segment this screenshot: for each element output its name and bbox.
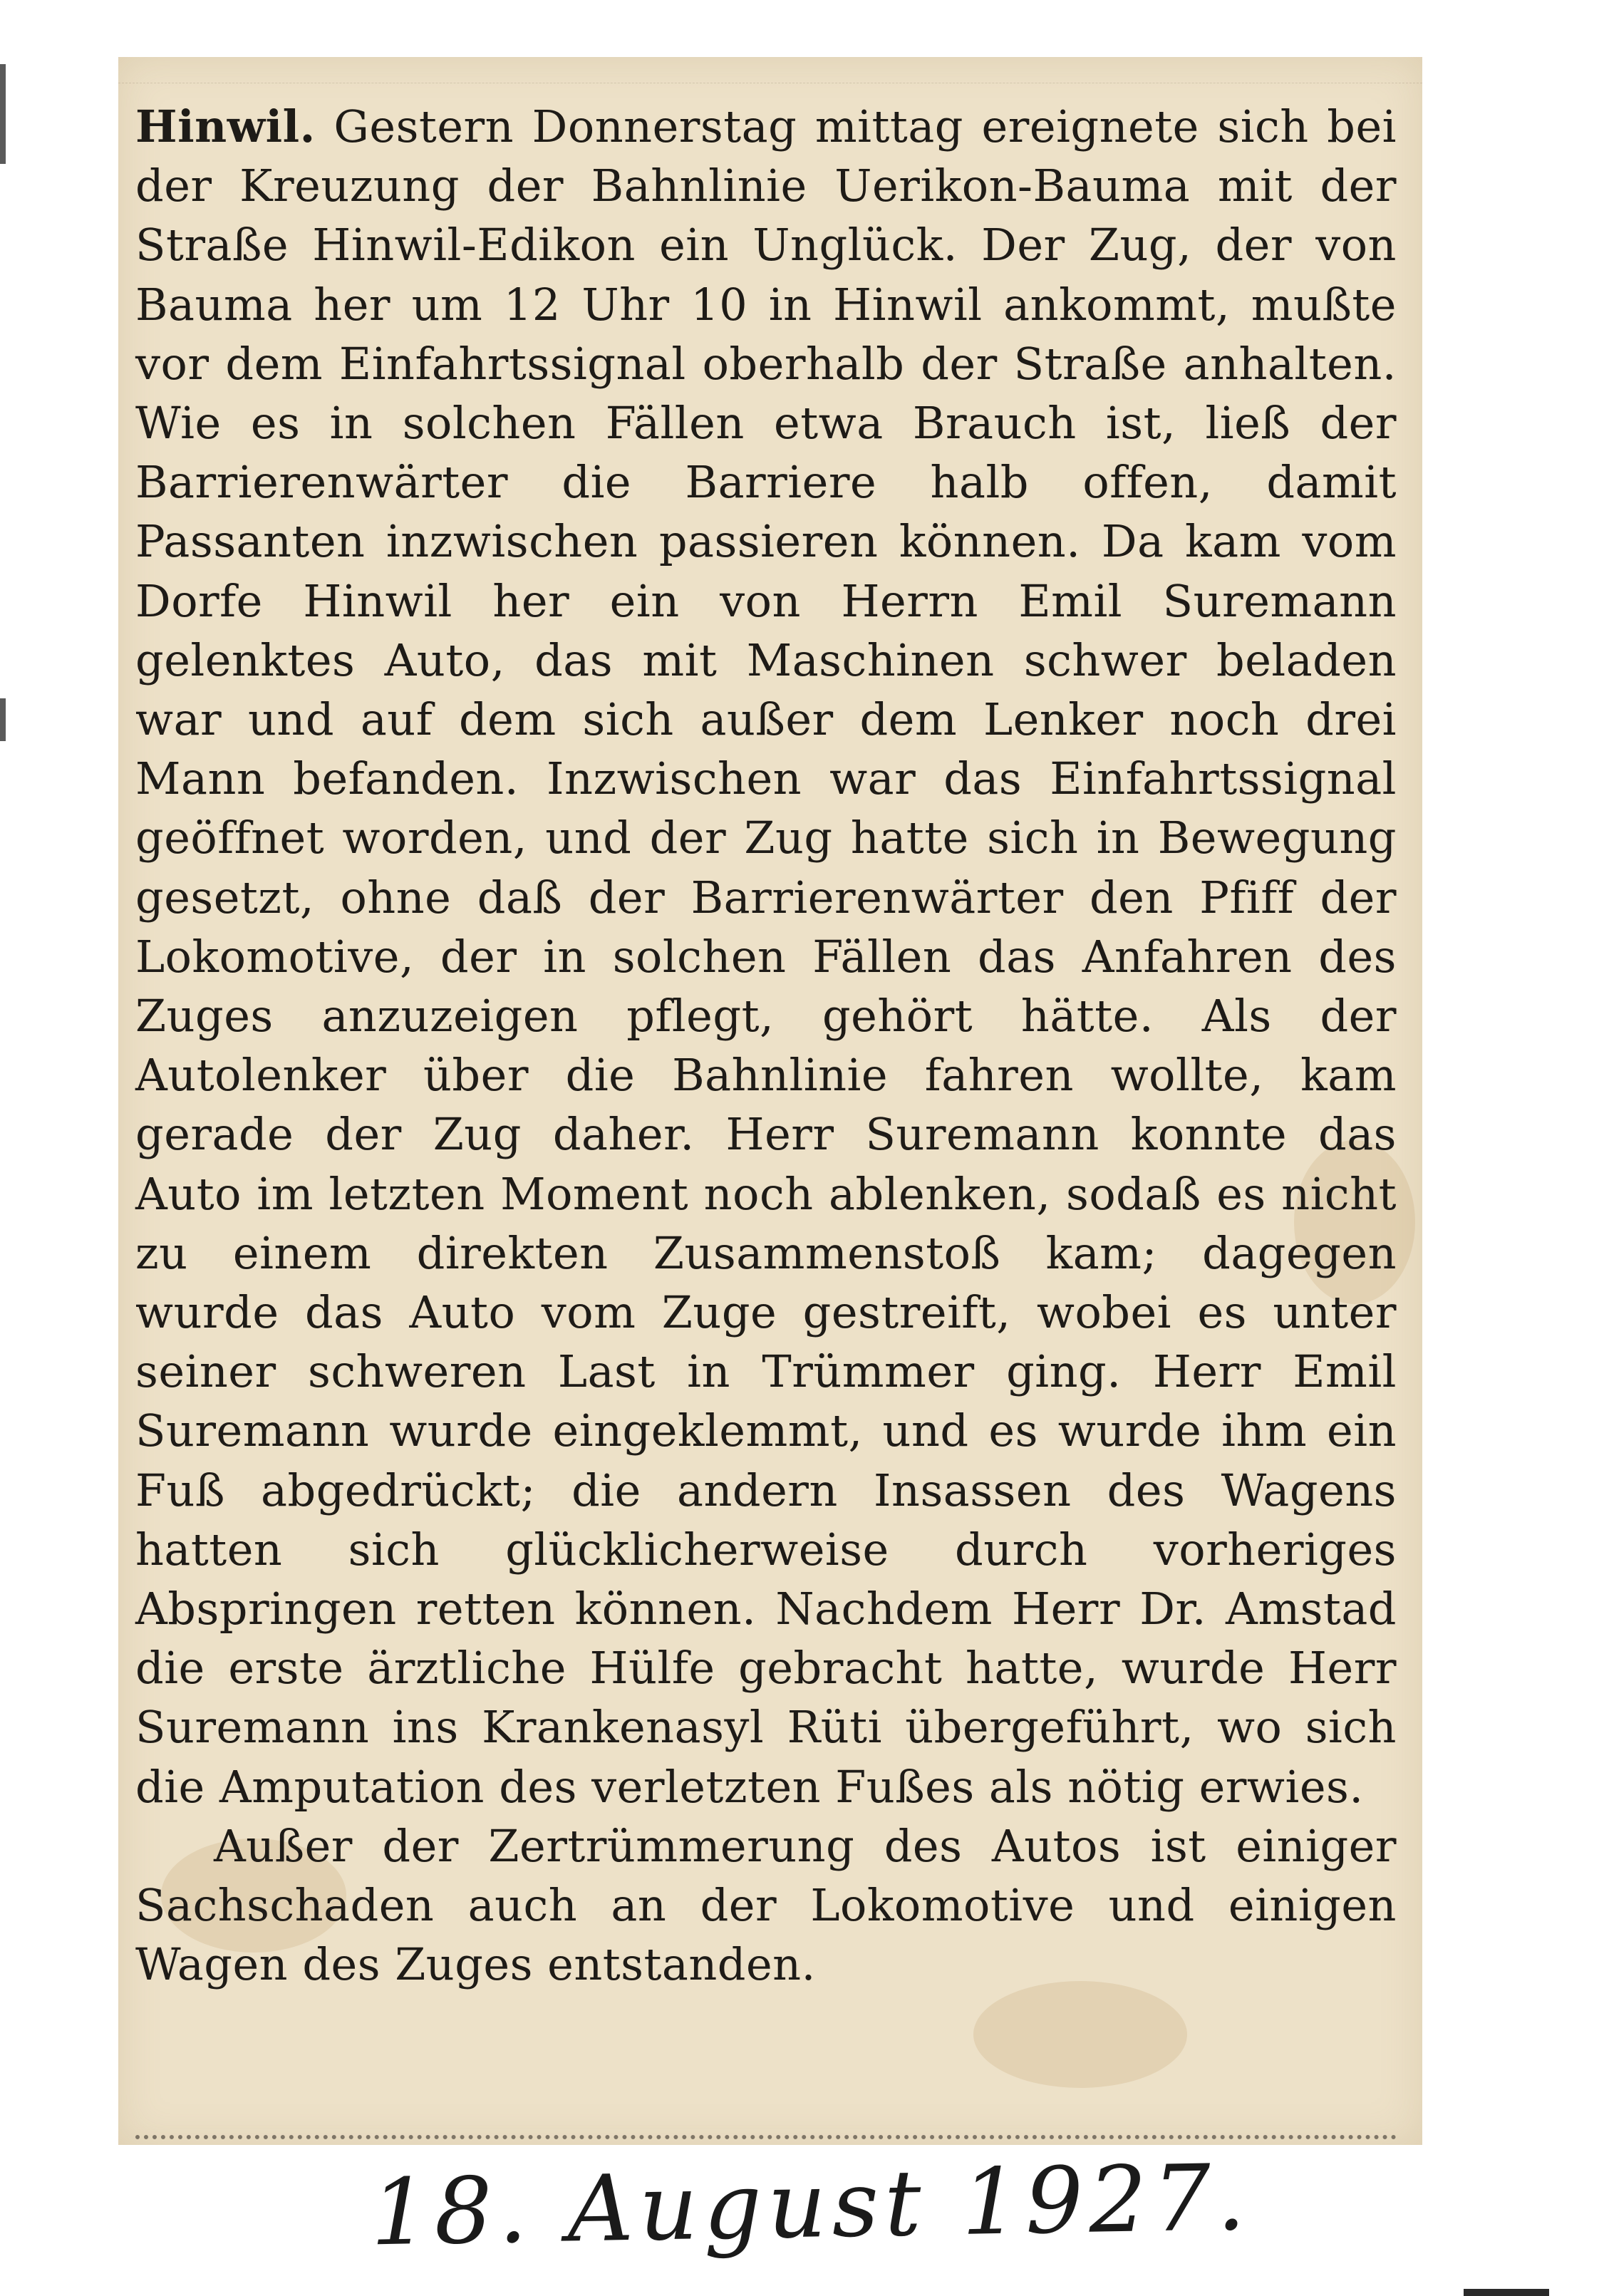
article-paragraph <box>135 97 1397 1816</box>
article-paragraph-2-text: Außer der Zertrümmerung des Autos ist einiger Sachschaden auch an der Lokomotive und einigen Wagen des Zuges entstanden. <box>135 1819 1397 1991</box>
newspaper-clipping <box>118 57 1422 2145</box>
article-text <box>135 97 1397 1995</box>
scan-edge-mark <box>0 64 6 164</box>
scan-corner-mark <box>1464 2289 1549 2296</box>
article-paragraph-1-text: Gestern Donnerstag mittag ereignete sich bei der Kreuzung der Bahnlinie Uerikon-Bauma mit der Straße Hinwil-Edikon ein Unglück. Der Zug, der von Bauma her um 12 Uhr 10 in Hinwil ankommt, mußte vor dem Einfahrtssignal oberhalb der Straße anhalten. Wie es in solchen Fällen etwa Brauch ist, ließ der Barrierenwärter die Barriere halb offen, damit Passanten inzwischen passieren können. Da kam vom Dorfe Hinwil her ein von Herrn Emil Suremann gelenktes Auto, das mit Maschinen schwer beladen war und auf dem sich außer dem Lenker noch drei Mann befanden. Inzwischen war das Einfahrtssignal geöffnet worden, und der Zug hatte sich in Bewegung gesetzt, ohne daß der Barrierenwärter den Pfiff der Lokomotive, der in solchen Fällen das Anfahren des Zuges anzuzeigen pflegt, gehört hätte. Als der Autolenker über die Bahnlinie fahren wollte, kam gerade der Zug daher. Herr Suremann konnte das Auto im letzten Moment noch ablenken, sodaß es nicht zu einem direkten Zusammenstoß kam; dagegen wurde das Auto vom Zuge gestreift, wobei es unter seiner schweren Last in Trümmer ging. Herr Emil Suremann wurde eingeklemmt, und es wurde ihm ein Fuß abgedrückt; die andern Insassen des Wagens hatten sich glücklicherweise durch vorheriges Abspringen retten können. Nachdem Herr Dr. Amstad die erste ärztliche Hülfe gebracht hatte, wurde Herr Suremann ins Krankenasyl Rüti übergeführt, wo sich die Amputation des verletzten Fußes als nötig erwies. <box>135 100 1397 1813</box>
handwritten-date: 18. August 1927. <box>369 2144 1252 2267</box>
paper-stain <box>973 1981 1187 2088</box>
scan-edge-mark <box>0 698 6 741</box>
article-place: Hinwil. <box>135 100 316 152</box>
